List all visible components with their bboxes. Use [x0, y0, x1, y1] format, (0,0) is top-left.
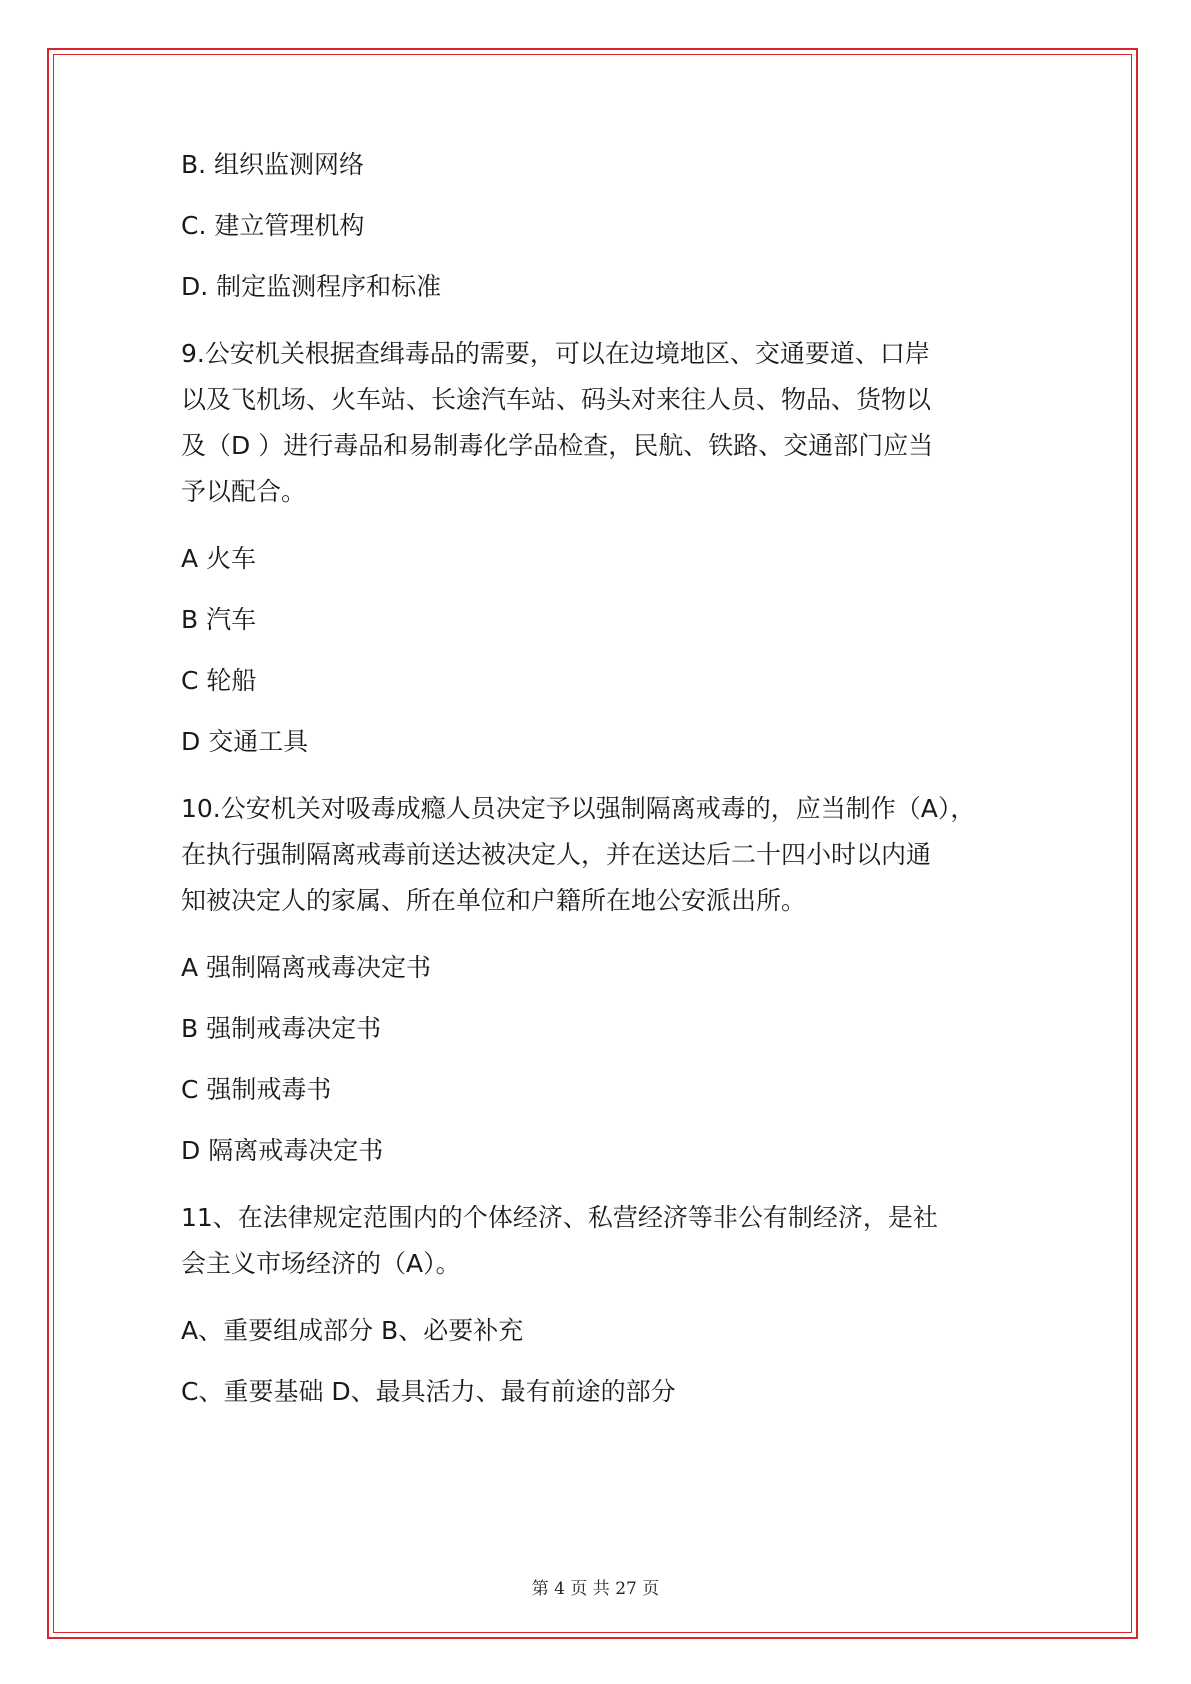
question-10 [181, 786, 1021, 924]
option-line: B 强制戒毒决定书 [181, 1014, 382, 1043]
question-line: 11、在法律规定范围内的个体经济、私营经济等非公有制经济，是社 [181, 1203, 938, 1232]
option-line: C. 建立管理机构 [181, 211, 365, 240]
option-line: A 强制隔离戒毒决定书 [181, 953, 432, 982]
option-line: A 火车 [181, 544, 257, 573]
option-line: D 交通工具 [181, 727, 309, 756]
question-11 [181, 1195, 1021, 1287]
page-footer: 第 4 页 共 27 页 [531, 1579, 660, 1599]
question-line: 10.公安机关对吸毒成瘾人员决定予以强制隔离戒毒的，应当制作（A）， [181, 794, 976, 823]
option-line: C、重要基础 D、最具活力、最有前途的部分 [181, 1377, 676, 1406]
question-line: 9.公安机关根据查缉毒品的需要，可以在边境地区、交通要道、口岸 [181, 339, 930, 368]
question-9 [181, 331, 1021, 515]
question-line: 及（D ）进行毒品和易制毒化学品检查，民航、铁路、交通部门应当 [181, 431, 934, 460]
option-line: D 隔离戒毒决定书 [181, 1136, 384, 1165]
question-line: 知被决定人的家属、所在单位和户籍所在地公安派出所。 [181, 886, 807, 915]
option-line: D. 制定监测程序和标准 [181, 272, 442, 301]
question-line: 会主义市场经济的（A）。 [181, 1249, 461, 1278]
question-line: 在执行强制隔离戒毒前送达被决定人，并在送达后二十四小时以内通 [181, 840, 932, 869]
option-line: B 汽车 [181, 605, 257, 634]
document-body [181, 148, 1021, 1409]
question-line: 以及飞机场、火车站、长途汽车站、码头对来往人员、物品、货物以 [181, 385, 932, 414]
option-line: B. 组织监测网络 [181, 150, 365, 179]
question-line: 予以配合。 [181, 477, 307, 506]
option-line: C 轮船 [181, 666, 257, 695]
option-line: A、重要组成部分 B、必要补充 [181, 1316, 524, 1345]
option-line: C 强制戒毒书 [181, 1075, 332, 1104]
